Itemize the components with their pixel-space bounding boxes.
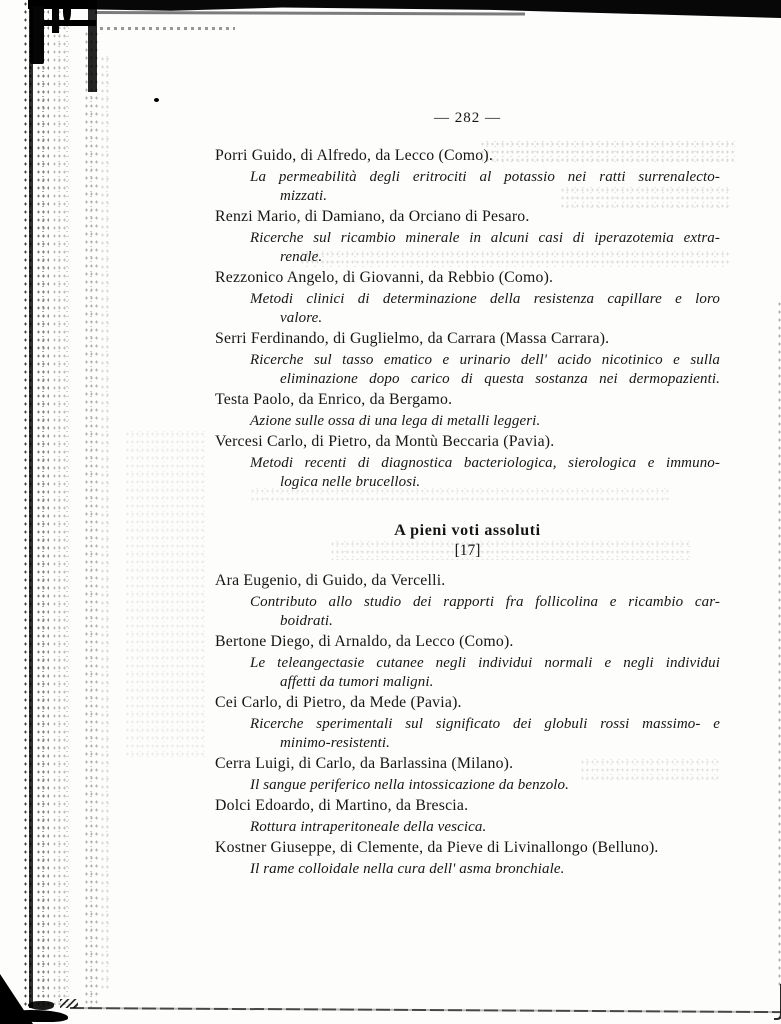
entry-thesis-line: Le teleangectasie cutanee negli individui normali e negli individui xyxy=(250,655,720,671)
entries-section-bottom xyxy=(215,571,720,879)
entry xyxy=(215,571,720,631)
entry xyxy=(215,432,720,492)
entry-name: Vercesi Carlo, di Pietro, da Montù Beccaria (Pavia). xyxy=(215,433,555,450)
entry xyxy=(215,207,720,267)
entries-section-top xyxy=(215,146,720,492)
scan-left-page-edge-line xyxy=(29,0,33,1008)
entry-name: Cerra Luigi, di Carlo, da Barlassina (Milano). xyxy=(215,755,514,772)
entry-name: Serri Ferdinando, di Guglielmo, da Carrara (Massa Carrara). xyxy=(215,330,610,347)
scan-ink-dot xyxy=(154,98,159,102)
section-heading: A pieni voti assoluti xyxy=(394,522,541,539)
entry xyxy=(215,329,720,389)
scan-left-page-edges xyxy=(100,55,111,990)
entry-thesis-line: Ricerche sul ricambio minerale in alcuni casi di iperazotemia extra- xyxy=(250,230,720,246)
scan-top-edge-line xyxy=(95,11,525,16)
entry-thesis-line: Ricerche sperimentali sul significato dei globuli rossi massimo- e xyxy=(250,716,720,732)
entry-name: Rezzonico Angelo, di Giovanni, da Rebbio (Como). xyxy=(215,269,554,286)
entry-thesis-line: eliminazione dopo carico di questa sostanza nei dermopazienti. xyxy=(280,371,720,387)
scan-top-edge-band xyxy=(88,0,781,18)
entry-thesis-line: minimo-resistenti. xyxy=(280,735,390,751)
entry-thesis-line: La permeabilità degli eritrociti al potassio nei ratti surrenalecto- xyxy=(250,169,720,185)
entry-name: Kostner Giuseppe, di Clemente, da Pieve di Livinallongo (Belluno). xyxy=(215,839,659,856)
section-count: [17] xyxy=(454,542,481,559)
entry-name: Porri Guido, di Alfredo, da Lecco (Como). xyxy=(215,147,494,164)
entry-thesis-line: Azione sulle ossa di una lega di metalli leggeri. xyxy=(250,413,541,429)
scan-bottom-right-corner xyxy=(774,984,781,1020)
entry xyxy=(215,838,720,879)
page-number: — 282 — xyxy=(434,110,501,126)
entry xyxy=(215,796,720,837)
scan-left-page-edges xyxy=(84,30,98,1008)
entry-name: Ara Eugenio, di Guido, da Vercelli. xyxy=(215,572,446,589)
entry-thesis-line: Contributo allo studio dei rapporti fra follicolina e ricambio car- xyxy=(250,594,720,610)
entry-thesis-line: affetti da tumori maligni. xyxy=(280,674,434,690)
scan-dotted-line xyxy=(100,27,235,30)
entry-thesis-line: Metodi recenti di diagnostica bacteriologica, sierologica e immuno- xyxy=(250,455,720,471)
entry-name: Renzi Mario, di Damiano, da Orciano di Pesaro. xyxy=(215,208,530,225)
entry-name: Testa Paolo, da Enrico, da Bergamo. xyxy=(215,391,453,408)
entry xyxy=(215,754,720,795)
entry xyxy=(215,268,720,328)
scan-bottom-dashes xyxy=(60,999,78,1008)
entry-thesis-line: Il sangue periferico nella intossicazione da benzolo. xyxy=(250,777,570,793)
scan-bottom-left-smear xyxy=(6,1010,68,1022)
entry-name: Cei Carlo, di Pietro, da Mede (Pavia). xyxy=(215,694,462,711)
entry-thesis-line: Rottura intraperitoneale della vescica. xyxy=(250,819,487,835)
entry-thesis-line: Metodi clinici di determinazione della resistenza capillare e loro xyxy=(250,291,720,307)
scan-left-page-edges xyxy=(52,0,69,1005)
entry-thesis-line: renale. xyxy=(280,249,323,265)
entry-thesis-line: boidrati. xyxy=(280,613,333,629)
scanned-page-text xyxy=(215,108,720,880)
entry-thesis-line: Il rame colloidale nella cura dell' asma bronchiale. xyxy=(250,861,565,877)
entry-thesis-line: Ricerche sul tasso ematico e urinario dell' acido nicotinico e sulla xyxy=(250,352,720,368)
entry xyxy=(215,146,720,206)
scan-right-page-edge xyxy=(777,300,781,988)
entry xyxy=(215,632,720,692)
scan-ink-blob xyxy=(28,1001,54,1010)
entry-thesis-line: mizzati. xyxy=(280,188,328,204)
entry-thesis-line: logica nelle brucellosi. xyxy=(280,474,421,490)
scan-left-page-edges xyxy=(36,0,49,1008)
entry xyxy=(215,693,720,753)
entry xyxy=(215,390,720,431)
entry-thesis-line: valore. xyxy=(280,310,323,326)
entry-name: Dolci Edoardo, di Martino, da Brescia. xyxy=(215,797,469,814)
scan-bottom-page-edge xyxy=(70,1007,781,1013)
scan-noise-patch xyxy=(125,430,205,760)
entry-name: Bertone Diego, di Arnaldo, da Lecco (Como). xyxy=(215,633,514,650)
